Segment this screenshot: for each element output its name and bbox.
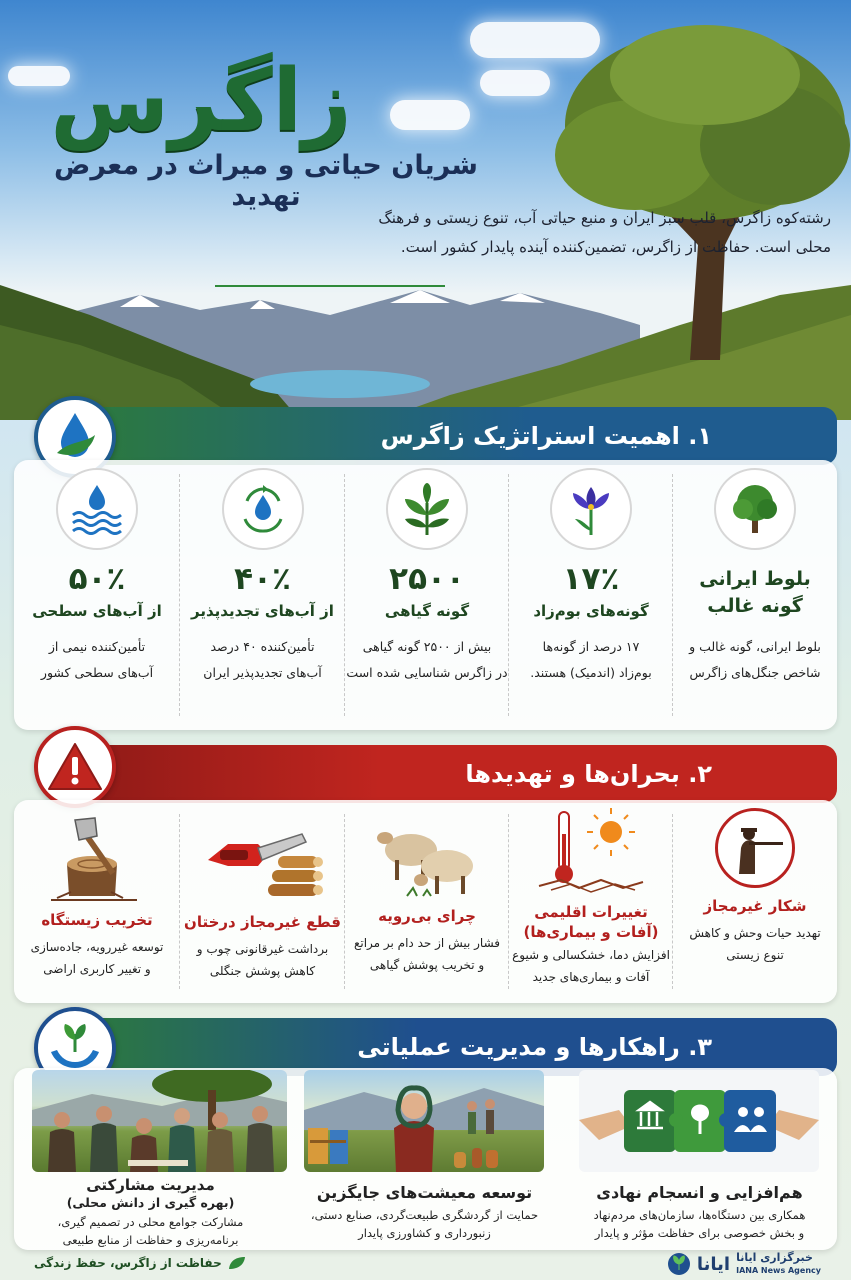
threat-desc-line: افزایش دما، خشکسالی و شیوع	[512, 948, 670, 962]
leaf-icon	[228, 1256, 246, 1270]
solution-head-line: مدیریت مشارکتی	[86, 1176, 215, 1194]
puzzle-cooperation-icon	[579, 1070, 819, 1172]
threat-desc-line: و تغییر کاربری اراضی	[43, 962, 151, 976]
solution-head: هم‌افزایی و انسجام نهادی	[596, 1183, 803, 1202]
solution-desc-line: همکاری بین دستگاه‌ها، سازمان‌های مردم‌نهاد	[593, 1208, 806, 1222]
threat-card-overgrazing	[345, 800, 509, 1003]
threat-desc-line: تنوع زیستی	[726, 948, 784, 962]
stat-sub: گونه گیاهی	[384, 602, 470, 620]
stat-desc	[180, 634, 345, 686]
solution-image	[579, 1070, 819, 1172]
stat-desc-line: ۱۷ درصد از گونه‌ها	[542, 639, 640, 654]
solution-desc-line: زنبورداری و کشاورزی پایدار	[358, 1226, 491, 1240]
stat-desc-line: بوم‌زاد (اندمیک) هستند.	[530, 665, 652, 680]
stat-sub: از آب‌های سطحی	[32, 602, 162, 620]
threat-head	[509, 902, 673, 942]
intro-text	[271, 204, 831, 262]
threats-panel	[14, 800, 837, 1003]
icon-circle	[715, 808, 795, 888]
section-header-threats	[75, 745, 837, 803]
solution-text	[562, 1184, 837, 1242]
icon-circle	[386, 468, 468, 550]
iris-flower-icon	[561, 479, 621, 539]
agency-name: خبرگزاری ایانا	[736, 1251, 813, 1264]
section-title: ۳. راهکارها و مدیریت عملیاتی	[357, 1033, 712, 1061]
stat-card-surface-water	[14, 460, 180, 730]
threat-head: چرای بی‌رویه	[378, 907, 476, 925]
section-badge	[34, 726, 116, 808]
chainsaw-logs-icon	[198, 814, 328, 904]
intro-line: محلی است. حفاظت از زاگرس، تضمین‌کننده آینده پایدار کشور است.	[400, 238, 831, 256]
page-subtitle: شریان حیاتی و میراث در معرض تهدید	[54, 150, 478, 212]
threat-desc	[509, 944, 673, 988]
oak-tree-illustration	[540, 15, 850, 365]
stat-desc-line: آب‌های تجدیدپذیر ایران	[203, 665, 322, 680]
section-header-importance	[75, 407, 837, 465]
solution-text	[287, 1184, 562, 1242]
lake	[250, 370, 430, 398]
oak-tree-icon	[725, 479, 785, 539]
threat-card-illegal-logging	[180, 800, 345, 1003]
water-waves-icon	[67, 479, 127, 539]
threat-card-poaching	[673, 800, 837, 1003]
stat-desc-line: تأمین‌کننده نیمی از	[48, 639, 146, 654]
solution-desc	[287, 1206, 562, 1242]
solution-head-line: (بهره گیری از دانش محلی)	[66, 1195, 235, 1210]
threat-desc-line: توسعه غیررویه، جاده‌سازی	[30, 940, 164, 954]
importance-panel	[14, 460, 837, 730]
solution-head: توسعه معیشت‌های جایگزین	[316, 1183, 533, 1202]
agency-logo-icon	[667, 1252, 691, 1276]
section-title: ۱. اهمیت استراتژیک زاگرس	[380, 422, 712, 450]
stat-desc-line: بیش از ۲۵۰۰ گونه گیاهی	[362, 639, 492, 654]
grazing-sheep-icon	[367, 810, 487, 900]
threat-desc-line: فشار بیش از حد دام بر مراتع	[353, 936, 501, 950]
water-cycle-icon	[233, 479, 293, 539]
threat-head: قطع غیرمجاز درختان	[184, 913, 341, 931]
solution-card-participatory	[14, 1068, 287, 1250]
stat-value: ۲۵۰۰	[389, 561, 465, 597]
agency-name-en: IANA News Agency	[736, 1266, 821, 1275]
page-title: زاگرس	[50, 51, 352, 151]
stat-desc-line: آب‌های سطحی کشور	[40, 665, 154, 680]
intro-line: رشته‌کوه زاگرس، قلب سبز ایران و منبع حیاتی آب، تنوع زیستی و فرهنگ	[378, 209, 831, 227]
cloud	[390, 100, 470, 130]
title-divider	[215, 285, 445, 287]
solution-card-livelihood	[287, 1068, 562, 1250]
threat-desc-line: برداشت غیرقانونی چوب و	[196, 942, 329, 956]
stat-card-renewable-water	[180, 460, 345, 730]
threat-desc	[345, 932, 509, 976]
threat-desc	[14, 936, 180, 980]
solution-head	[14, 1176, 287, 1212]
threat-head: تخریب زیستگاه	[41, 911, 153, 929]
solution-image	[32, 1070, 287, 1172]
stat-value: ۴۰٪	[234, 561, 291, 597]
agency-text	[736, 1251, 821, 1277]
climate-thermometer-icon	[531, 804, 651, 894]
stat-sub: از آب‌های تجدیدپذیر	[191, 602, 334, 620]
stat-desc	[673, 634, 837, 686]
icon-circle	[550, 468, 632, 550]
footer-slogan-block	[34, 1256, 246, 1270]
axe-stump-icon	[37, 812, 157, 902]
stat-head-line: گونه غالب	[707, 595, 803, 617]
solution-desc-line: برنامه‌ریزی و حفاظت از منابع طبیعی	[62, 1233, 239, 1247]
stat-card-plants	[345, 460, 509, 730]
stat-sub: گونه‌های بوم‌زاد	[533, 602, 649, 620]
threat-desc-line: و تخریب پوشش گیاهی	[369, 958, 485, 972]
solution-image	[304, 1070, 544, 1172]
stat-desc-line: تأمین‌کننده ۴۰ درصد	[210, 639, 315, 654]
threat-head-line: تغییرات اقلیمی	[534, 903, 648, 921]
hunter-icon	[725, 818, 785, 878]
stat-desc	[14, 634, 180, 686]
icon-circle	[222, 468, 304, 550]
solution-text	[14, 1176, 287, 1249]
plant-leaves-icon	[397, 479, 457, 539]
stat-desc-line: بلوط ایرانی، گونه غالب و	[689, 639, 821, 654]
solution-desc	[562, 1206, 837, 1242]
stat-value: ۱۷٪	[562, 561, 620, 597]
agency-logo-text: ایانا	[696, 1253, 731, 1275]
stat-desc	[509, 634, 673, 686]
threat-head-line: (آفات و بیماری‌ها)	[523, 923, 659, 941]
threat-head: شکار غیرمجاز	[703, 897, 807, 915]
section-title: ۲. بحران‌ها و تهدیدها	[465, 760, 712, 788]
threat-card-habitat-destruction	[14, 800, 180, 1003]
stat-head-line: بلوط ایرانی	[699, 568, 811, 590]
threat-desc	[180, 938, 345, 982]
livelihood-scene-icon	[304, 1070, 544, 1172]
threat-desc-line: کاهش پوشش جنگلی	[209, 964, 316, 978]
hero-banner	[0, 0, 851, 420]
stat-card-endemic	[509, 460, 673, 730]
solution-desc	[14, 1213, 287, 1249]
solution-desc-line: حمایت از گردشگری طبیعت‌گردی، صنایع دستی،	[310, 1208, 539, 1222]
stat-desc-line: شاخص جنگل‌های زاگرس	[689, 665, 821, 680]
threat-desc-line: تهدید حیات وحش و کاهش	[689, 926, 821, 940]
threat-card-climate	[509, 800, 673, 1003]
stat-value: ۵۰٪	[68, 561, 126, 597]
stat-card-oak	[673, 460, 837, 730]
threat-desc	[673, 922, 837, 966]
solution-desc-line: و بخش خصوصی برای حفاظت مؤثر و پایدار	[594, 1226, 805, 1240]
footer-slogan: حفاظت از زاگرس، حفظ زندگی	[34, 1256, 222, 1270]
stat-desc-line: در زاگرس شناسایی شده است	[346, 665, 508, 680]
icon-circle	[56, 468, 138, 550]
warning-triangle-icon	[46, 741, 104, 793]
community-meeting-icon	[32, 1070, 287, 1172]
solutions-panel	[14, 1068, 837, 1250]
icon-circle	[714, 468, 796, 550]
stat-desc	[345, 634, 509, 686]
stat-head	[673, 566, 837, 620]
solution-desc-line: مشارکت جوامع محلی در تصمیم گیری،	[57, 1215, 244, 1229]
solution-card-institutional-synergy	[562, 1068, 837, 1250]
threat-desc-line: آفات و بیماری‌های جدید	[532, 970, 650, 984]
water-drop-leaf-icon	[45, 407, 105, 467]
agency-brand	[667, 1251, 821, 1277]
